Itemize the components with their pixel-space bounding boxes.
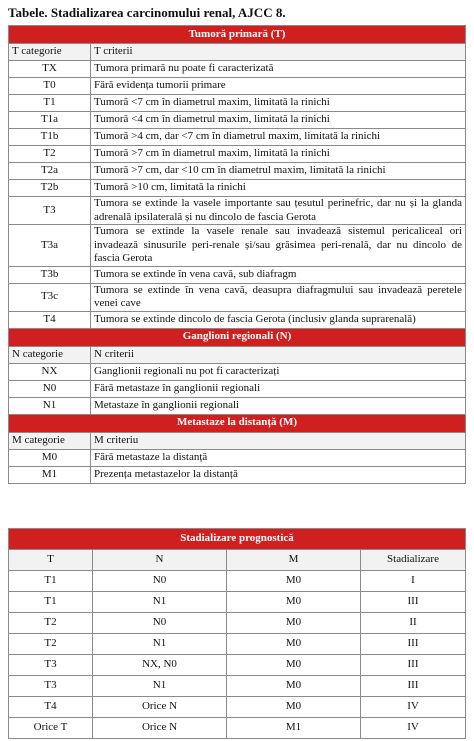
table-row <box>9 61 466 78</box>
table-cell: M categorie <box>9 432 91 449</box>
table-cell: T3a <box>9 225 91 267</box>
tumor-section-header <box>9 26 466 44</box>
table-cell: N1 <box>93 676 227 697</box>
table-cell: T2 <box>9 613 93 634</box>
prognostic-staging-table <box>8 528 466 739</box>
table-row <box>9 571 466 592</box>
table-cell: T categorie <box>9 44 91 61</box>
table-cell: T2 <box>9 146 91 163</box>
table-cell: Tumoră <4 cm în diametrul maxim, limitată la rinichi <box>91 112 466 129</box>
table-row <box>9 449 466 466</box>
table-cell: T3 <box>9 197 91 225</box>
table-cell: Tumora se extinde în vena cavă, deasupra diafragmului sau invadează peretele venei cave <box>91 283 466 311</box>
table-cell: T3c <box>9 283 91 311</box>
table-row <box>9 466 466 483</box>
table-row <box>9 397 466 414</box>
section-title: Tumoră primară (T) <box>9 26 466 44</box>
tumor-column-headers <box>9 44 466 61</box>
table-cell: TX <box>9 61 91 78</box>
table-cell: M0 <box>227 592 361 613</box>
table-row <box>9 266 466 283</box>
table-cell: M1 <box>9 466 91 483</box>
table-cell: N1 <box>93 592 227 613</box>
table-row <box>9 163 466 180</box>
table-cell: NX <box>9 363 91 380</box>
table-cell: Tumoră >7 cm în diametrul maxim, limitată la rinichi <box>91 146 466 163</box>
table-cell: N1 <box>9 397 91 414</box>
table-cell: T0 <box>9 78 91 95</box>
table-cell: N categorie <box>9 346 91 363</box>
table-cell: III <box>361 655 466 676</box>
table-row <box>9 283 466 311</box>
table-row <box>9 78 466 95</box>
table-cell: M <box>227 550 361 571</box>
table-row <box>9 112 466 129</box>
table-row <box>9 676 466 697</box>
table-cell: T4 <box>9 697 93 718</box>
document-title: Tabele. Stadializarea carcinomului renal, AJCC 8. <box>8 5 286 20</box>
table-cell: T4 <box>9 311 91 328</box>
prognostic-section-header <box>9 529 466 550</box>
table-cell: T1 <box>9 592 93 613</box>
table-cell: Ganglionii regionali nu pot fi caracterizați <box>91 363 466 380</box>
table-cell: T1b <box>9 129 91 146</box>
nodes-column-headers <box>9 346 466 363</box>
table-row <box>9 655 466 676</box>
table-cell: Fără evidența tumorii primare <box>91 78 466 95</box>
staging-criteria-table <box>8 25 466 484</box>
table-cell: III <box>361 676 466 697</box>
table-cell: T1 <box>9 571 93 592</box>
metastasis-column-headers <box>9 432 466 449</box>
table-row <box>9 718 466 739</box>
table-cell: T2b <box>9 180 91 197</box>
section-title: Stadializare prognostică <box>9 529 466 550</box>
table-row <box>9 363 466 380</box>
table-cell: M0 <box>227 613 361 634</box>
table-cell: Orice N <box>93 718 227 739</box>
table-cell: T2a <box>9 163 91 180</box>
table-cell: III <box>361 592 466 613</box>
table-row <box>9 129 466 146</box>
table-cell: Prezența metastazelor la distanță <box>91 466 466 483</box>
section-title: Ganglioni regionali (N) <box>9 328 466 346</box>
table-cell: Tumoră <7 cm în diametrul maxim, limitată la rinichi <box>91 95 466 112</box>
table-row <box>9 311 466 328</box>
table-cell: Stadializare <box>361 550 466 571</box>
table-row <box>9 197 466 225</box>
table-cell: M0 <box>227 655 361 676</box>
table-cell: N1 <box>93 634 227 655</box>
table-cell: Tumoră >7 cm, dar <10 cm în diametrul maxim, limitată la rinichi <box>91 163 466 180</box>
nodes-section-header <box>9 328 466 346</box>
section-title: Metastaze la distanță (M) <box>9 414 466 432</box>
table-cell: M1 <box>227 718 361 739</box>
metastasis-section-header <box>9 414 466 432</box>
table-cell: II <box>361 613 466 634</box>
table-cell: I <box>361 571 466 592</box>
table-cell: T criterii <box>91 44 466 61</box>
table-cell: T1 <box>9 95 91 112</box>
table-cell: M0 <box>227 697 361 718</box>
table-cell: N0 <box>9 380 91 397</box>
table-cell: IV <box>361 718 466 739</box>
table-cell: NX, N0 <box>93 655 227 676</box>
table-cell: M0 <box>227 634 361 655</box>
table-cell: Tumora primară nu poate fi caracterizată <box>91 61 466 78</box>
table-cell: N <box>93 550 227 571</box>
table-cell: Tumora se extinde la vasele renale sau invadează sistemul pericaliceal ori invadează sinusurile peri-renale și/sau grăsimea peri-renală, dar nu dincolo de fascia Gerota <box>91 225 466 267</box>
table-cell: T3 <box>9 676 93 697</box>
table-cell: T2 <box>9 634 93 655</box>
table-cell: N0 <box>93 613 227 634</box>
table-cell: T <box>9 550 93 571</box>
table-row <box>9 146 466 163</box>
table-cell: Fără metastaze la distanță <box>91 449 466 466</box>
table-cell: T3 <box>9 655 93 676</box>
table-cell: Fără metastaze în ganglionii regionali <box>91 380 466 397</box>
table-cell: III <box>361 634 466 655</box>
prognostic-column-headers <box>9 550 466 571</box>
table-row <box>9 697 466 718</box>
table-cell: Tumora se extinde în vena cavă, sub diafragm <box>91 266 466 283</box>
table-row <box>9 613 466 634</box>
table-cell: M criteriu <box>91 432 466 449</box>
table-cell: Tumora se extinde dincolo de fascia Gerota (inclusiv glanda suprarenală) <box>91 311 466 328</box>
table-cell: IV <box>361 697 466 718</box>
table-cell: Tumora se extinde la vasele importante sau țesutul perinefric, dar nu și la glanda adrenală ipsilaterală și nu dincolo de fascia Gerota <box>91 197 466 225</box>
table-row <box>9 95 466 112</box>
table-cell: M0 <box>9 449 91 466</box>
table-cell: Tumoră >10 cm, limitată la rinichi <box>91 180 466 197</box>
table-cell: M0 <box>227 676 361 697</box>
table-cell: T3b <box>9 266 91 283</box>
table-cell: Orice T <box>9 718 93 739</box>
table-cell: T1a <box>9 112 91 129</box>
table-row <box>9 225 466 267</box>
table-row <box>9 180 466 197</box>
table-cell: N0 <box>93 571 227 592</box>
table-cell: Tumoră >4 cm, dar <7 cm în diametrul maxim, limitată la rinichi <box>91 129 466 146</box>
table-cell: Orice N <box>93 697 227 718</box>
table-cell: M0 <box>227 571 361 592</box>
table-row <box>9 592 466 613</box>
table-row <box>9 380 466 397</box>
table-row <box>9 634 466 655</box>
table-cell: Metastaze în ganglionii regionali <box>91 397 466 414</box>
table-cell: N criterii <box>91 346 466 363</box>
